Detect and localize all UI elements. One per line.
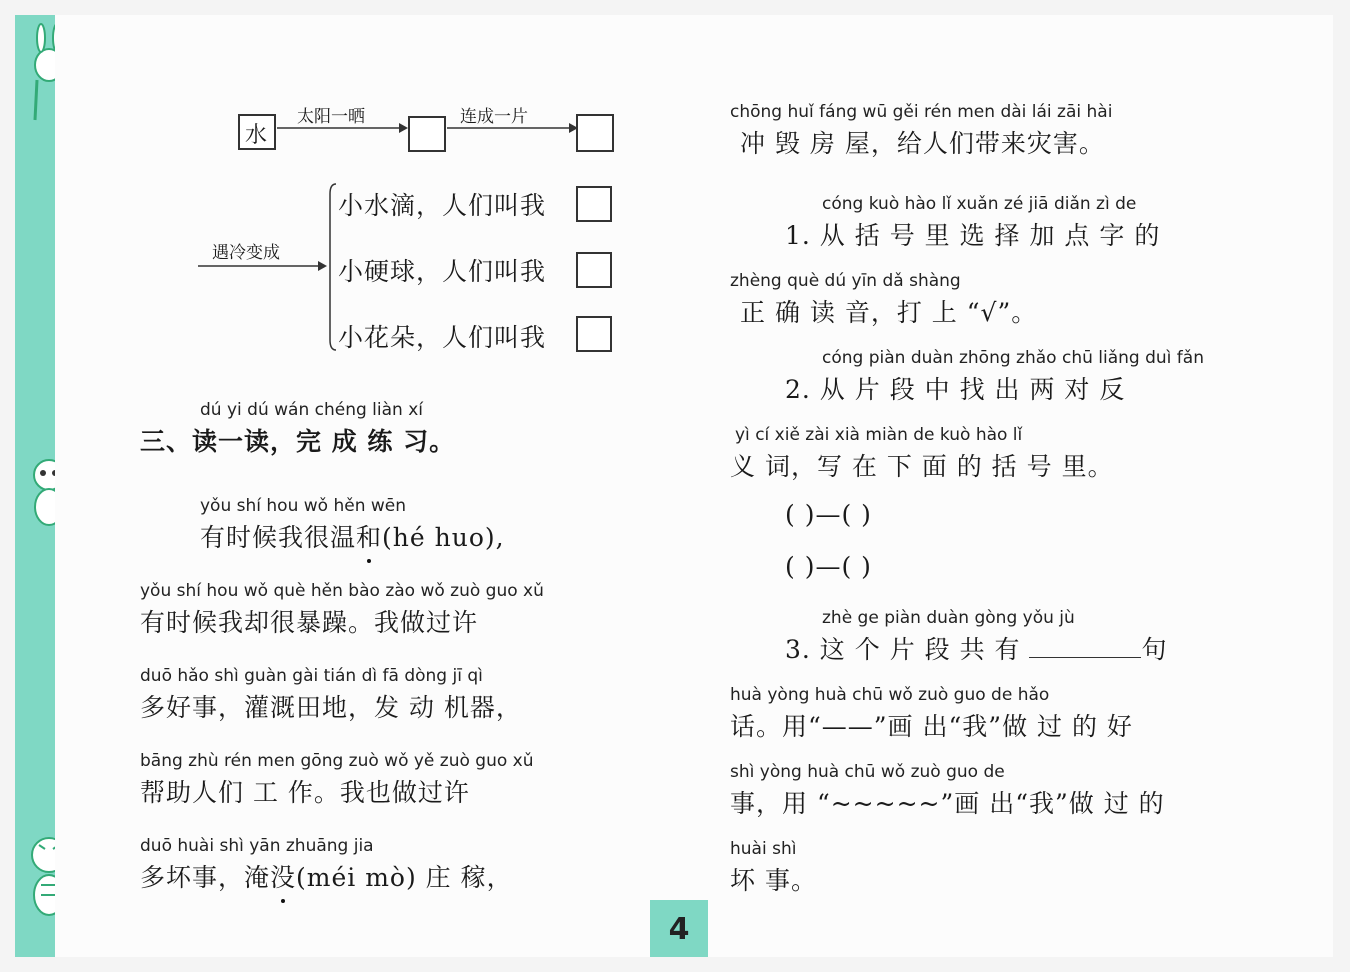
answer-box-5[interactable] (576, 316, 612, 352)
question-3-cont: 坏 事。 (730, 866, 817, 895)
antonym-pair-1[interactable]: ( )—( ) (785, 500, 872, 529)
bracket-arrow-icon (196, 180, 336, 355)
section-heading: 三、读一读，完 成 练 习。 (140, 427, 456, 456)
pinyin-line: shì yòng huà chū wǒ zuò guo de (730, 762, 1005, 782)
passage-line (140, 858, 513, 894)
passage-text: (hé huo), (382, 523, 505, 552)
dotted-char: 没 (270, 858, 296, 894)
question-2: 2. 从 片 段 中 找 出 两 对 反 (785, 375, 1126, 404)
heading-pinyin: dú yi dú wán chéng liàn xí (200, 400, 424, 420)
pinyin-line: zhè ge piàn duàn gòng yǒu jù (822, 608, 1075, 628)
pinyin-line: cóng kuò hào lǐ xuǎn zé jiā diǎn zì de (822, 194, 1137, 214)
pinyin-line: zhèng què dú yīn dǎ shàng (730, 271, 961, 291)
decorative-side-strip (15, 15, 55, 957)
answer-box-2[interactable] (576, 114, 614, 152)
antonym-pair-2[interactable]: ( )—( ) (785, 552, 872, 581)
start-box (238, 114, 276, 150)
question-text: 句 (1141, 635, 1168, 664)
passage-text: 有时候我很温 (200, 523, 357, 552)
answer-blank[interactable] (1029, 635, 1141, 658)
passage-line (200, 518, 505, 554)
branch-line-3: 小花朵，人们叫我 (338, 323, 547, 352)
branch-label: 遇冷变成 (212, 243, 280, 263)
passage-line: 有时候我却很暴躁。我做过许 (140, 608, 479, 637)
pinyin-line: huà yòng huà chū wǒ zuò guo de hǎo (730, 685, 1050, 705)
answer-box-3[interactable] (576, 186, 612, 222)
passage-text: 多坏事，淹 (140, 863, 271, 892)
question-1: 1. 从 括 号 里 选 择 加 点 字 的 (785, 221, 1161, 250)
question-3-cont: 话。用“——”画 出“我”做 过 的 好 (730, 712, 1133, 741)
arrow-icon (275, 120, 410, 136)
pinyin-line: huài shì (730, 839, 797, 859)
question-1-cont: 正 确 读 音，打 上 “√”。 (740, 298, 1038, 327)
dotted-char: 和 (356, 518, 382, 554)
start-label: 水 (245, 123, 268, 148)
passage-line: 多好事，灌溉田地，发 动 机器， (140, 693, 522, 722)
arrow1-label: 太阳一晒 (297, 107, 365, 127)
question-text: 3. 这 个 片 段 共 有 (785, 635, 1030, 664)
pinyin-line: bāng zhù rén men gōng zuò wǒ yě zuò guo xǔ (140, 751, 534, 771)
pinyin-line: yǒu shí hou wǒ hěn wēn (200, 496, 407, 516)
pinyin-line: cóng piàn duàn zhōng zhǎo chū liǎng duì fǎn (822, 348, 1204, 368)
branch-line-2: 小硬球，人们叫我 (338, 257, 547, 286)
question-2-cont: 义 词，写 在 下 面 的 括 号 里。 (730, 452, 1114, 481)
pinyin-line: yì cí xiě zài xià miàn de kuò hào lǐ (735, 425, 1023, 445)
passage-text: (méi mò) 庄 稼， (296, 863, 513, 892)
answer-box-4[interactable] (576, 252, 612, 288)
pinyin-line: duō hǎo shì guàn gài tián dì fā dòng jī qì (140, 666, 483, 686)
question-3-cont: 事，用 “~~~~~”画 出“我”做 过 的 (730, 789, 1165, 818)
arrow-icon (445, 120, 580, 136)
pinyin-line: yǒu shí hou wǒ què hěn bào zào wǒ zuò guo xǔ (140, 581, 544, 601)
pinyin-line: duō huài shì yān zhuāng jia (140, 836, 374, 856)
answer-box-1[interactable] (408, 116, 446, 152)
branch-line-1: 小水滴，人们叫我 (338, 191, 547, 220)
arrow2-label: 连成一片 (460, 107, 528, 127)
page-number-badge (650, 900, 708, 957)
passage-line: 冲 毁 房 屋，给人们带来灾害。 (740, 129, 1105, 158)
page-number: 4 (668, 912, 690, 947)
question-3 (785, 630, 1168, 666)
pinyin-line: chōng huǐ fáng wū gěi rén men dài lái zāi hài (730, 102, 1113, 122)
passage-line: 帮助人们 工 作。我也做过许 (140, 778, 470, 807)
